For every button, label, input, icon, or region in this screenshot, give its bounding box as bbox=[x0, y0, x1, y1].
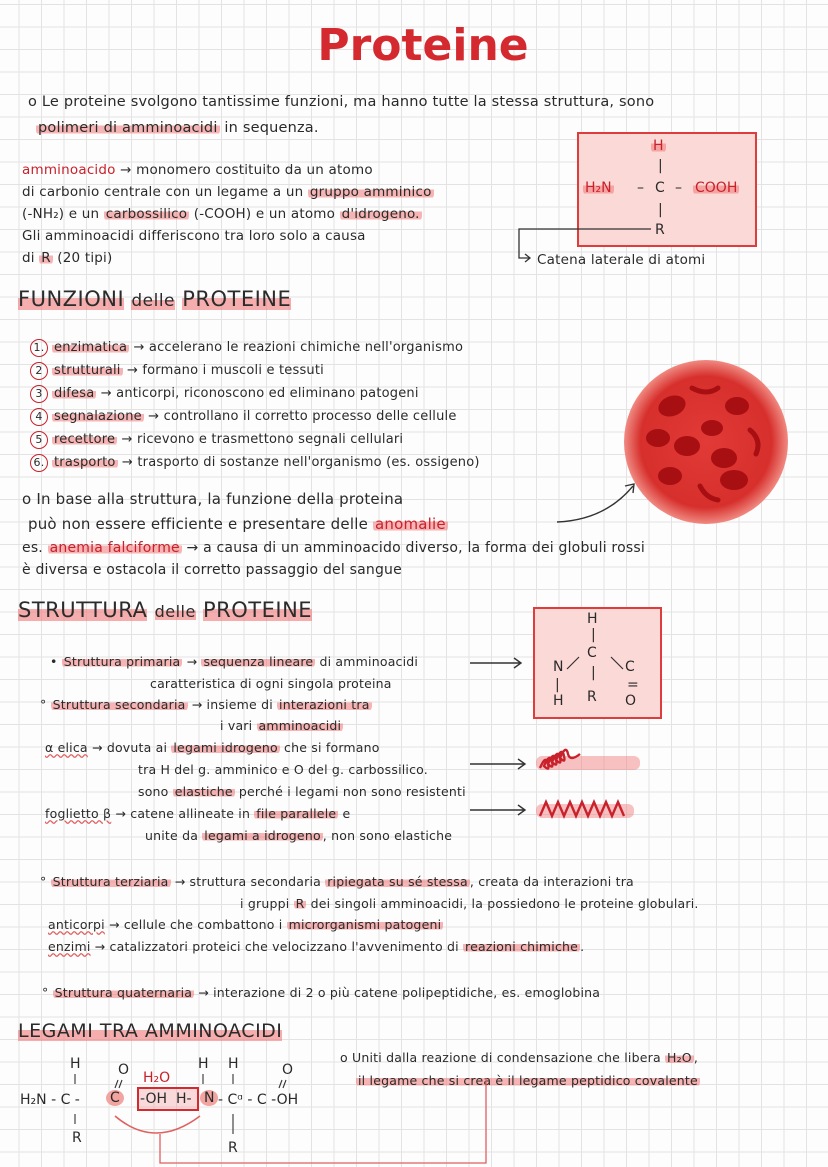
formula-amino-group: H₂N bbox=[585, 180, 612, 196]
formula-carboxyl-group: COOH bbox=[695, 180, 738, 196]
number-circle: 1. bbox=[30, 339, 48, 357]
highlighted-term: Struttura secondaria bbox=[52, 697, 186, 712]
alfa-elica bbox=[138, 762, 428, 777]
section-heading-struttura: STRUTTURA delle PROTEINE bbox=[18, 598, 313, 622]
section-heading-legami: LEGAMI TRA AMMINOACIDI bbox=[18, 1020, 283, 1042]
text-segment: dei singoli amminoacidi, la possiedono le proteine globulari. bbox=[306, 896, 699, 911]
highlighted-term: Struttura primaria bbox=[63, 654, 181, 669]
funzione-item bbox=[30, 431, 403, 449]
formula-o: O bbox=[625, 693, 637, 709]
text-segment: , bbox=[693, 1050, 699, 1065]
text-segment: sono bbox=[138, 784, 173, 799]
formula-r: R bbox=[587, 689, 597, 705]
text-segment: → catene allineate in bbox=[111, 806, 255, 821]
anticorpi-note bbox=[48, 917, 443, 932]
formula-h: H bbox=[228, 1056, 239, 1072]
anomalie-text bbox=[22, 540, 645, 556]
funzione-name: enzimatica bbox=[54, 340, 128, 355]
number-circle: 6. bbox=[30, 454, 48, 472]
funzione-item bbox=[30, 408, 457, 426]
section-heading-funzioni: FUNZIONI delle PROTEINE bbox=[18, 287, 292, 311]
highlighted-term: carbossilico bbox=[105, 206, 188, 222]
text-segment: e bbox=[338, 806, 351, 821]
formula-part: -OH bbox=[140, 1091, 167, 1107]
bond: | bbox=[658, 202, 663, 218]
text-segment: è diversa e ostacola il corretto passaggio del sangue bbox=[22, 562, 402, 578]
formula-h: H bbox=[70, 1056, 81, 1072]
struttura-terziaria bbox=[240, 896, 699, 911]
formula-r: R bbox=[72, 1130, 82, 1146]
funzione-description: → accelerano le reazioni chimiche nell'organismo bbox=[129, 340, 464, 355]
intro-line bbox=[36, 120, 319, 136]
anomalie-text bbox=[28, 515, 448, 533]
funzione-description: → ricevono e trasmettono segnali cellulari bbox=[117, 432, 404, 447]
text-segment: → interazione di 2 o più catene polipeptidiche, es. emoglobina bbox=[194, 985, 601, 1000]
text-segment: di bbox=[22, 250, 40, 266]
bond: – bbox=[675, 180, 682, 196]
intro-line bbox=[28, 94, 654, 110]
foglietto-beta bbox=[45, 806, 350, 821]
formula-h: H bbox=[198, 1056, 209, 1072]
highlighted-term: Struttura quaternaria bbox=[54, 985, 193, 1000]
formula-carbon-highlight: C bbox=[106, 1090, 124, 1106]
foglietto-beta bbox=[145, 828, 452, 843]
text-segment: ° bbox=[40, 874, 51, 889]
arrow-icon bbox=[470, 805, 525, 815]
text-segment: → insieme di bbox=[187, 697, 278, 712]
funzione-description: → trasporto di sostanze nell'organismo (es. ossigeno) bbox=[117, 455, 480, 470]
formula-part: H- bbox=[176, 1091, 192, 1107]
number-circle: 3 bbox=[30, 385, 48, 403]
alfa-elica bbox=[138, 784, 466, 799]
highlighted-term: Struttura terziaria bbox=[52, 874, 169, 889]
text-segment: Gli amminoacidi differiscono tra loro solo a causa bbox=[22, 228, 366, 244]
underlined-term: enzimi bbox=[48, 939, 91, 954]
underlined-term: α elica bbox=[45, 740, 88, 755]
highlighted-term: R bbox=[41, 250, 51, 266]
amminoacido-definition bbox=[22, 162, 373, 178]
text-segment: o Uniti dalla reazione di condensazione che libera bbox=[340, 1050, 665, 1065]
funzione-item bbox=[30, 454, 480, 472]
formula-carbon: C bbox=[625, 659, 635, 675]
enzimi-note bbox=[48, 939, 584, 954]
text-segment: → struttura secondaria bbox=[170, 874, 326, 889]
arrow-icon bbox=[470, 759, 525, 769]
underlined-term: anticorpi bbox=[48, 917, 105, 932]
page-title: Proteine bbox=[317, 20, 529, 71]
text-segment: i vari bbox=[220, 718, 257, 733]
text-segment: perché i legami non sono resistenti bbox=[234, 784, 466, 799]
funzione-item bbox=[30, 385, 419, 403]
highlighted-term: interazioni tra bbox=[279, 697, 370, 712]
struttura-primaria bbox=[50, 654, 418, 669]
text-segment: (-COOH) e un atomo bbox=[189, 206, 340, 222]
funzione-description: → anticorpi, riconoscono ed eliminano patogeni bbox=[96, 386, 419, 401]
text-segment: o In base alla struttura, la funzione della proteina bbox=[22, 490, 404, 508]
highlighted-term: elastiche bbox=[174, 784, 233, 799]
formula-nitrogen-highlight: N bbox=[200, 1090, 218, 1106]
formula-part: - Cᵅ - C -OH bbox=[218, 1092, 299, 1108]
amminoacido-definition bbox=[22, 250, 112, 266]
funzione-description: → formano i muscoli e tessuti bbox=[122, 363, 324, 378]
alfa-elica bbox=[45, 740, 380, 755]
struttura-terziaria bbox=[40, 874, 634, 889]
funzione-name: recettore bbox=[54, 432, 116, 447]
funzione-name: difesa bbox=[54, 386, 95, 401]
struttura-quaternaria bbox=[42, 985, 600, 1000]
text-segment: caratteristica di ogni singola proteina bbox=[150, 676, 392, 691]
anomalie-arrow bbox=[555, 480, 645, 530]
amminoacido-definition bbox=[22, 228, 366, 244]
funzione-name: segnalazione bbox=[54, 409, 142, 424]
highlighted-term: polimeri di amminoacidi bbox=[38, 120, 218, 136]
highlighted-term: reazioni chimiche bbox=[465, 939, 579, 954]
text-segment: → monomero costituito da un atomo bbox=[115, 162, 373, 178]
highlighted-term: ripiegata su sé stessa bbox=[327, 874, 468, 889]
text-segment: → catalizzatori proteici che velocizzano l'avvenimento di bbox=[90, 939, 463, 954]
bond: = bbox=[627, 677, 639, 693]
text-segment: di carbonio centrale con un legame a un bbox=[22, 184, 308, 200]
text-segment: → bbox=[182, 654, 202, 669]
struttura-secondaria bbox=[40, 697, 372, 712]
formula-h: H bbox=[653, 138, 664, 154]
highlighted-term: sequenza lineare bbox=[203, 654, 314, 669]
anomalie-text bbox=[22, 562, 402, 578]
funzione-name: strutturali bbox=[54, 363, 121, 378]
text-segment: , non sono elastiche bbox=[322, 828, 453, 843]
number-circle: 2 bbox=[30, 362, 48, 380]
struttura-secondaria bbox=[220, 718, 343, 733]
text-segment: → cellule che combattono i bbox=[104, 917, 287, 932]
text-segment: (-NH₂) e un bbox=[22, 206, 104, 222]
text-segment: → a causa di un amminoacido diverso, la forma dei globuli rossi bbox=[181, 540, 645, 556]
text-segment: unite da bbox=[145, 828, 203, 843]
formula-carbon: C bbox=[587, 645, 597, 661]
highlighted-term: amminoacidi bbox=[258, 718, 342, 733]
text-segment: → dovuta ai bbox=[87, 740, 172, 755]
formula-part: H₂N - C - bbox=[20, 1092, 80, 1108]
bond: | bbox=[591, 627, 596, 643]
highlighted-term: anemia falciforme bbox=[49, 540, 180, 556]
amminoacido-definition bbox=[22, 184, 434, 200]
underlined-term: foglietto β bbox=[45, 806, 112, 821]
struttura-primaria bbox=[150, 676, 392, 691]
amminoacido-definition bbox=[22, 206, 422, 222]
funzione-item bbox=[30, 362, 324, 380]
highlighted-term: H₂O bbox=[666, 1050, 692, 1065]
bond: | bbox=[658, 158, 663, 174]
text-segment: . bbox=[580, 939, 585, 954]
text-segment: o Le proteine svolgono tantissime funzioni, ma hanno tutte la stessa struttura, sono bbox=[28, 94, 655, 110]
text-segment: • bbox=[50, 654, 62, 669]
bond: | bbox=[591, 665, 596, 681]
text-segment: i gruppi bbox=[240, 896, 294, 911]
text-segment: in sequenza. bbox=[219, 120, 319, 136]
text-segment: tra H del g. amminico e O del g. carbossilico. bbox=[138, 762, 428, 777]
highlighted-term: gruppo amminico bbox=[309, 184, 432, 200]
highlighted-term: il legame che si crea è il legame peptidico covalente bbox=[358, 1073, 698, 1088]
funzione-item bbox=[30, 339, 463, 357]
highlighted-term: file parallele bbox=[256, 806, 337, 821]
text-segment: ° bbox=[40, 697, 51, 712]
text-segment: di amminoacidi bbox=[315, 654, 419, 669]
formula-o: O bbox=[118, 1062, 130, 1078]
bond: | bbox=[555, 677, 560, 693]
highlighted-term: legami idrogeno bbox=[173, 740, 278, 755]
peptide-bond-formula bbox=[0, 1050, 500, 1167]
highlighted-term: d'idrogeno. bbox=[341, 206, 420, 222]
highlighted-term: anomalie bbox=[374, 515, 446, 533]
red-term: amminoacido bbox=[22, 162, 116, 178]
funzione-name: trasporto bbox=[54, 455, 116, 470]
number-circle: 4 bbox=[30, 408, 48, 426]
highlighted-term: legami a idrogeno bbox=[204, 828, 321, 843]
text-segment: ° bbox=[42, 985, 53, 1000]
formula-o: O bbox=[282, 1062, 294, 1078]
number-circle: 5 bbox=[30, 431, 48, 449]
text-segment: (20 tipi) bbox=[52, 250, 113, 266]
funzione-description: → controllano il corretto processo delle cellule bbox=[143, 409, 457, 424]
text-segment: , creata da interazioni tra bbox=[469, 874, 634, 889]
arrow-icon bbox=[470, 658, 521, 668]
text-segment: che si formano bbox=[279, 740, 380, 755]
text-segment: può non essere efficiente e presentare delle bbox=[28, 515, 373, 533]
red-blood-cells-illustration bbox=[622, 358, 790, 526]
formula-h: H bbox=[553, 693, 564, 709]
anomalie-text bbox=[22, 490, 403, 508]
highlighted-term: microrganismi patogeni bbox=[288, 917, 442, 932]
formula-r: R bbox=[655, 222, 665, 238]
formula-n: N bbox=[553, 659, 564, 675]
water-label: H₂O bbox=[143, 1070, 171, 1086]
formula-r: R bbox=[228, 1140, 238, 1156]
bond: – bbox=[637, 180, 644, 196]
highlighted-term: R bbox=[295, 896, 305, 911]
formula-h: H bbox=[587, 611, 598, 627]
text-segment: es. bbox=[22, 540, 48, 556]
catena-label: Catena laterale di atomi bbox=[537, 252, 706, 268]
formula-carbon: C bbox=[655, 180, 665, 196]
